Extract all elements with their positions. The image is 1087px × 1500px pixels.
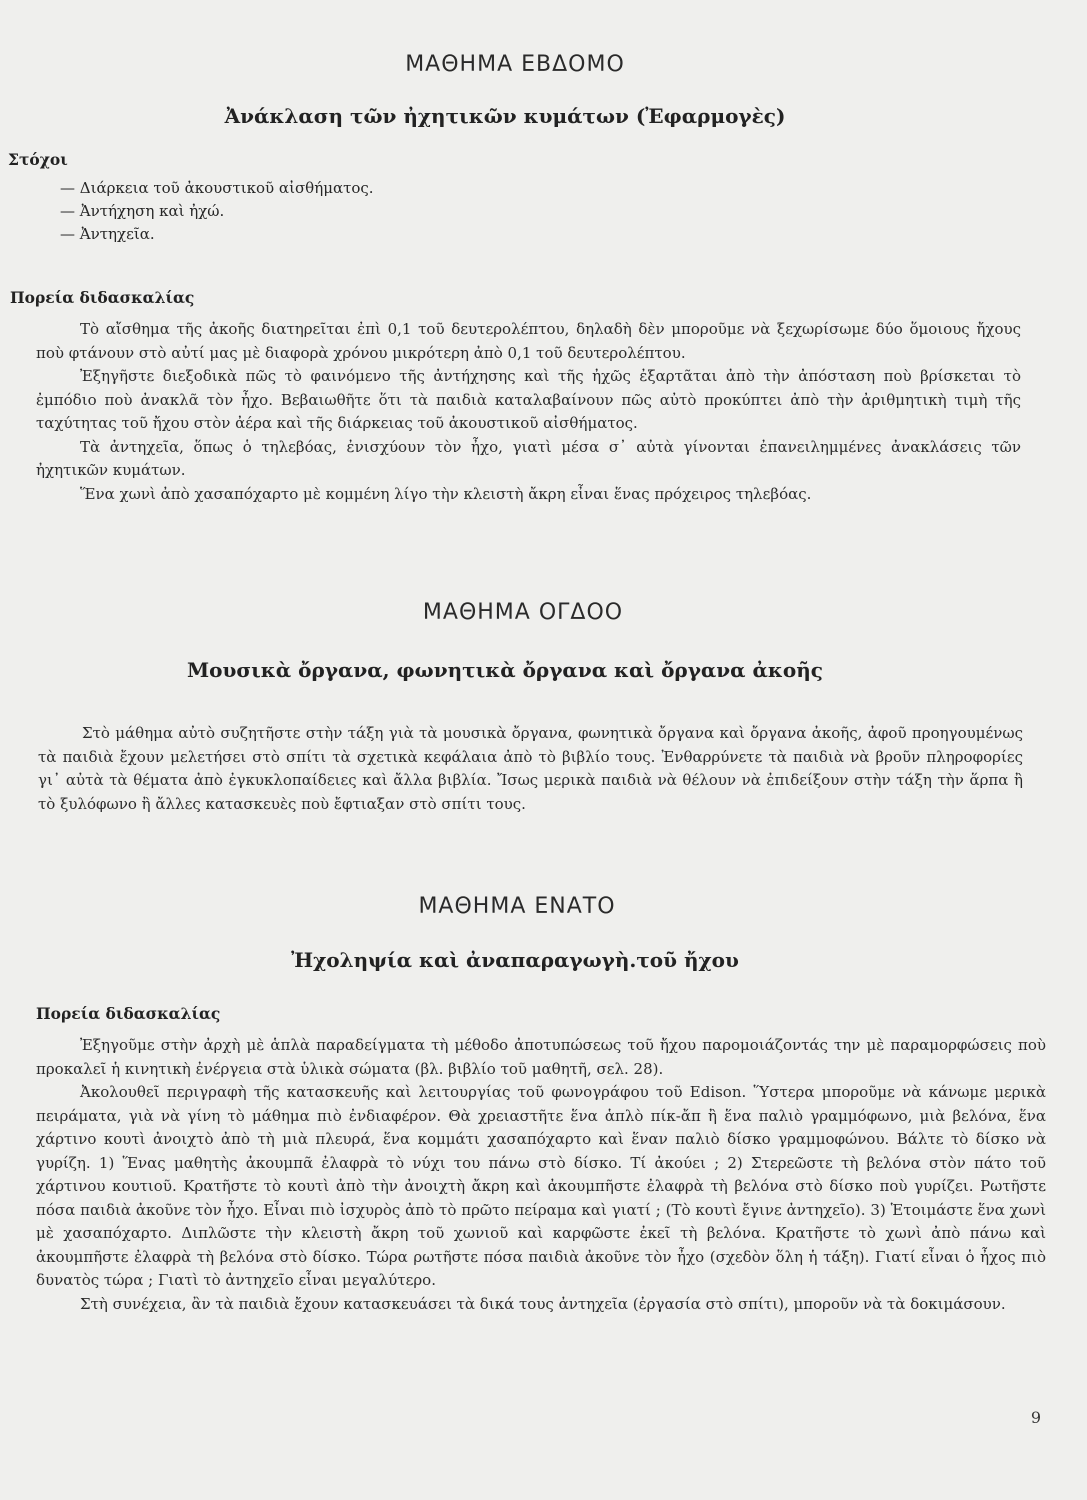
paragraph: Ἀκολουθεῖ περιγραφὴ τῆς κατασκευῆς καὶ λειτουργίας τοῦ φωνογράφου τοῦ Edison. Ὕστερα μποροῦμε νὰ κάνωμε μερικὰ πειράματα, γιὰ νὰ γίνη τὸ μάθημα πιὸ ἐνδιαφέρον. Θὰ χρειαστῆτε ἕνα ἁπλὸ πίκ-ἄπ ἢ ἕνα παλιὸ γραμμόφωνο, μιὰ βελόνα, ἕνα χάρτινο κουτὶ ἀνοιχτὸ ἀπὸ τὴ μιὰ πλευρά, ἕνα κομμάτι χασαπόχαρτο καὶ ἕναν παλιὸ δίσκο γραμμοφώνου. Βάλτε τὸ δίσκο νὰ γυρίζη. 1) Ἕνας μαθητὴς ἀκουμπᾶ ἐλαφρὰ τὸ νύχι του πάνω στὸ δίσκο. Τί ἀκούει ; 2) Στερεῶστε τὴ βελόνα στὸν πάτο τοῦ χάρτινου κουτιοῦ. Κρατῆστε τὸ κουτὶ ἀπὸ τὴν ἀνοιχτὴ ἄκρη καὶ ἀκουμπῆστε ἐλαφρὰ τὴ βελόνα στὸ δίσκο ποὺ γυρίζει. Ρωτῆστε πόσα παιδιὰ ἀκοῦνε τὸν ἦχο. Εἶναι πιὸ ἰσχυρὸς ἀπὸ τὸ πρῶτο πείραμα καὶ γιατί ; (Τὸ κουτὶ ἔγινε ἀντηχεῖο). 3) Ἑτοιμάστε ἕνα χωνὶ μὲ χασαπόχαρτο. Διπλῶστε τὴν κλειστὴ ἄκρη τοῦ χωνιοῦ καὶ καρφῶστε ἐκεῖ τὴ βελόνα. Κρατῆστε τὸ χωνὶ ἀπὸ πάνω καὶ ἀκουμπῆστε ἐλαφρὰ τὴ βελόνα στὸ δίσκο. Τώρα ρωτῆστε πόσα παιδιὰ ἀκοῦνε τὸν ἦχο (σχεδὸν ὅλη ἡ τάξη). Γιατί εἶναι ὁ ἦχος πιὸ δυνατὸς τώρα ; Γιατὶ τὸ ἀντηχεῖο εἶναι μεγαλύτερο. (36, 1083, 1046, 1289)
lesson8-body (38, 722, 1023, 816)
lesson7-subtitle: Ἀνάκλαση τῶν ἠχητικῶν κυμάτων (Ἐφαρμογὲς) (224, 104, 786, 128)
goal-item: — Διάρκεια τοῦ ἀκουστικοῦ αἰσθήματος. (60, 179, 374, 197)
page-number: 9 (1030, 1408, 1041, 1427)
lesson9-body (36, 1034, 1046, 1316)
paragraph: Ἐξηγῆστε διεξοδικὰ πῶς τὸ φαινόμενο τῆς ἀντήχησης καὶ τῆς ἠχῶς ἐξαρτᾶται ἀπὸ τὴν ἀπόσταση ποὺ βρίσκεται τὸ ἐμπόδιο ποὺ ἀνακλᾶ τὸν ἦχο. Βεβαιωθῆτε ὅτι τὰ παιδιὰ καταλαβαίνουν πῶς αὐτὸ προκύπτει ἀπὸ τὴν ἀριθμητικὴ τιμὴ τῆς ταχύτητας τοῦ ἤχου στὸν ἀέρα καὶ τῆς διάρκειας τοῦ ἀκουστικοῦ αἰσθήματος. (36, 367, 1021, 432)
method-label: Πορεία διδασκαλίας (10, 288, 195, 307)
paragraph: Τὰ ἀντηχεῖα, ὅπως ὁ τηλεβόας, ἐνισχύουν τὸν ἦχο, γιατὶ μέσα σ᾿ αὐτὰ γίνονται ἐπανειλημμένες ἀνακλάσεις τῶν ἠχητικῶν κυμάτων. (36, 437, 1021, 479)
method-label: Πορεία διδασκαλίας (36, 1004, 221, 1023)
goals-label: Στόχοι (8, 150, 68, 169)
lesson8-title: ΜΑΘΗΜΑ ΟΓΔΟΟ (422, 600, 624, 625)
lesson9-subtitle: Ἠχοληψία καὶ ἀναπαραγωγὴ.τοῦ ἤχου (291, 948, 739, 972)
paragraph: Στὸ μάθημα αὐτὸ συζητῆστε στὴν τάξη γιὰ τὰ μουσικὰ ὄργανα, φωνητικὰ ὄργανα καὶ ὄργανα ἀκοῆς, ἀφοῦ προηγουμένως τὰ παιδιὰ ἔχουν μελετήσει στὸ σπίτι τὰ σχετικὰ κεφάλαια ἀπὸ τὸ βιβλίο τους. Ἐνθαρρύνετε τὰ παιδιὰ νὰ βροῦν πληροφορίες γι᾿ αὐτὰ τὰ θέματα ἀπὸ ἐγκυκλοπαίδειες καὶ ἄλλα βιβλία. Ἴσως μερικὰ παιδιὰ νὰ θέλουν νὰ ἐπιδείξουν στὴν τάξη τὴν ἅρπα ἢ τὸ ξυλόφωνο ἢ ἄλλες κατασκευὲς ποὺ ἔφτιαξαν στὸ σπίτι τους. (38, 724, 1023, 813)
goals-list (60, 177, 374, 246)
lesson7-title: ΜΑΘΗΜΑ ΕΒΔΟΜΟ (405, 52, 625, 77)
paragraph: Τὸ αἴσθημα τῆς ἀκοῆς διατηρεῖται ἐπὶ 0,1 τοῦ δευτερολέπτου, δηλαδὴ δὲν μποροῦμε νὰ ξεχωρίσωμε δύο ὅμοιους ἤχους ποὺ φτάνουν στὸ αὐτί μας μὲ διαφορὰ χρόνου μικρότερη ἀπὸ 0,1 τοῦ δευτερολέπτου. (36, 320, 1021, 362)
paragraph: Ἐξηγοῦμε στὴν ἀρχὴ μὲ ἁπλὰ παραδείγματα τὴ μέθοδο ἀποτυπώσεως τοῦ ἤχου παρομοιάζοντάς την μὲ παραμορφώσεις ποὺ προκαλεῖ ἡ κινητικὴ ἐνέργεια στὰ ὑλικὰ σώματα (βλ. βιβλίο τοῦ μαθητῆ, σελ. 28). (36, 1036, 1046, 1078)
paragraph: Ἕνα χωνὶ ἀπὸ χασαπόχαρτο μὲ κομμένη λίγο τὴν κλειστὴ ἄκρη εἶναι ἕνας πρόχειρος τηλεβόας. (80, 484, 812, 503)
lesson8-subtitle: Μουσικὰ ὄργανα, φωνητικὰ ὄργανα καὶ ὄργανα ἀκοῆς (187, 658, 823, 682)
paragraph: Στὴ συνέχεια, ἂν τὰ παιδιὰ ἔχουν κατασκευάσει τὰ δικά τους ἀντηχεῖα (ἐργασία στὸ σπίτι), μποροῦν νὰ τὰ δοκιμάσουν. (80, 1294, 1006, 1313)
goal-item: — Ἀντηχεῖα. (60, 225, 155, 243)
goal-item: — Ἀντήχηση καὶ ἠχώ. (60, 202, 225, 220)
lesson7-body (36, 318, 1021, 506)
lesson9-title: ΜΑΘΗΜΑ ΕΝΑΤΟ (418, 894, 616, 919)
